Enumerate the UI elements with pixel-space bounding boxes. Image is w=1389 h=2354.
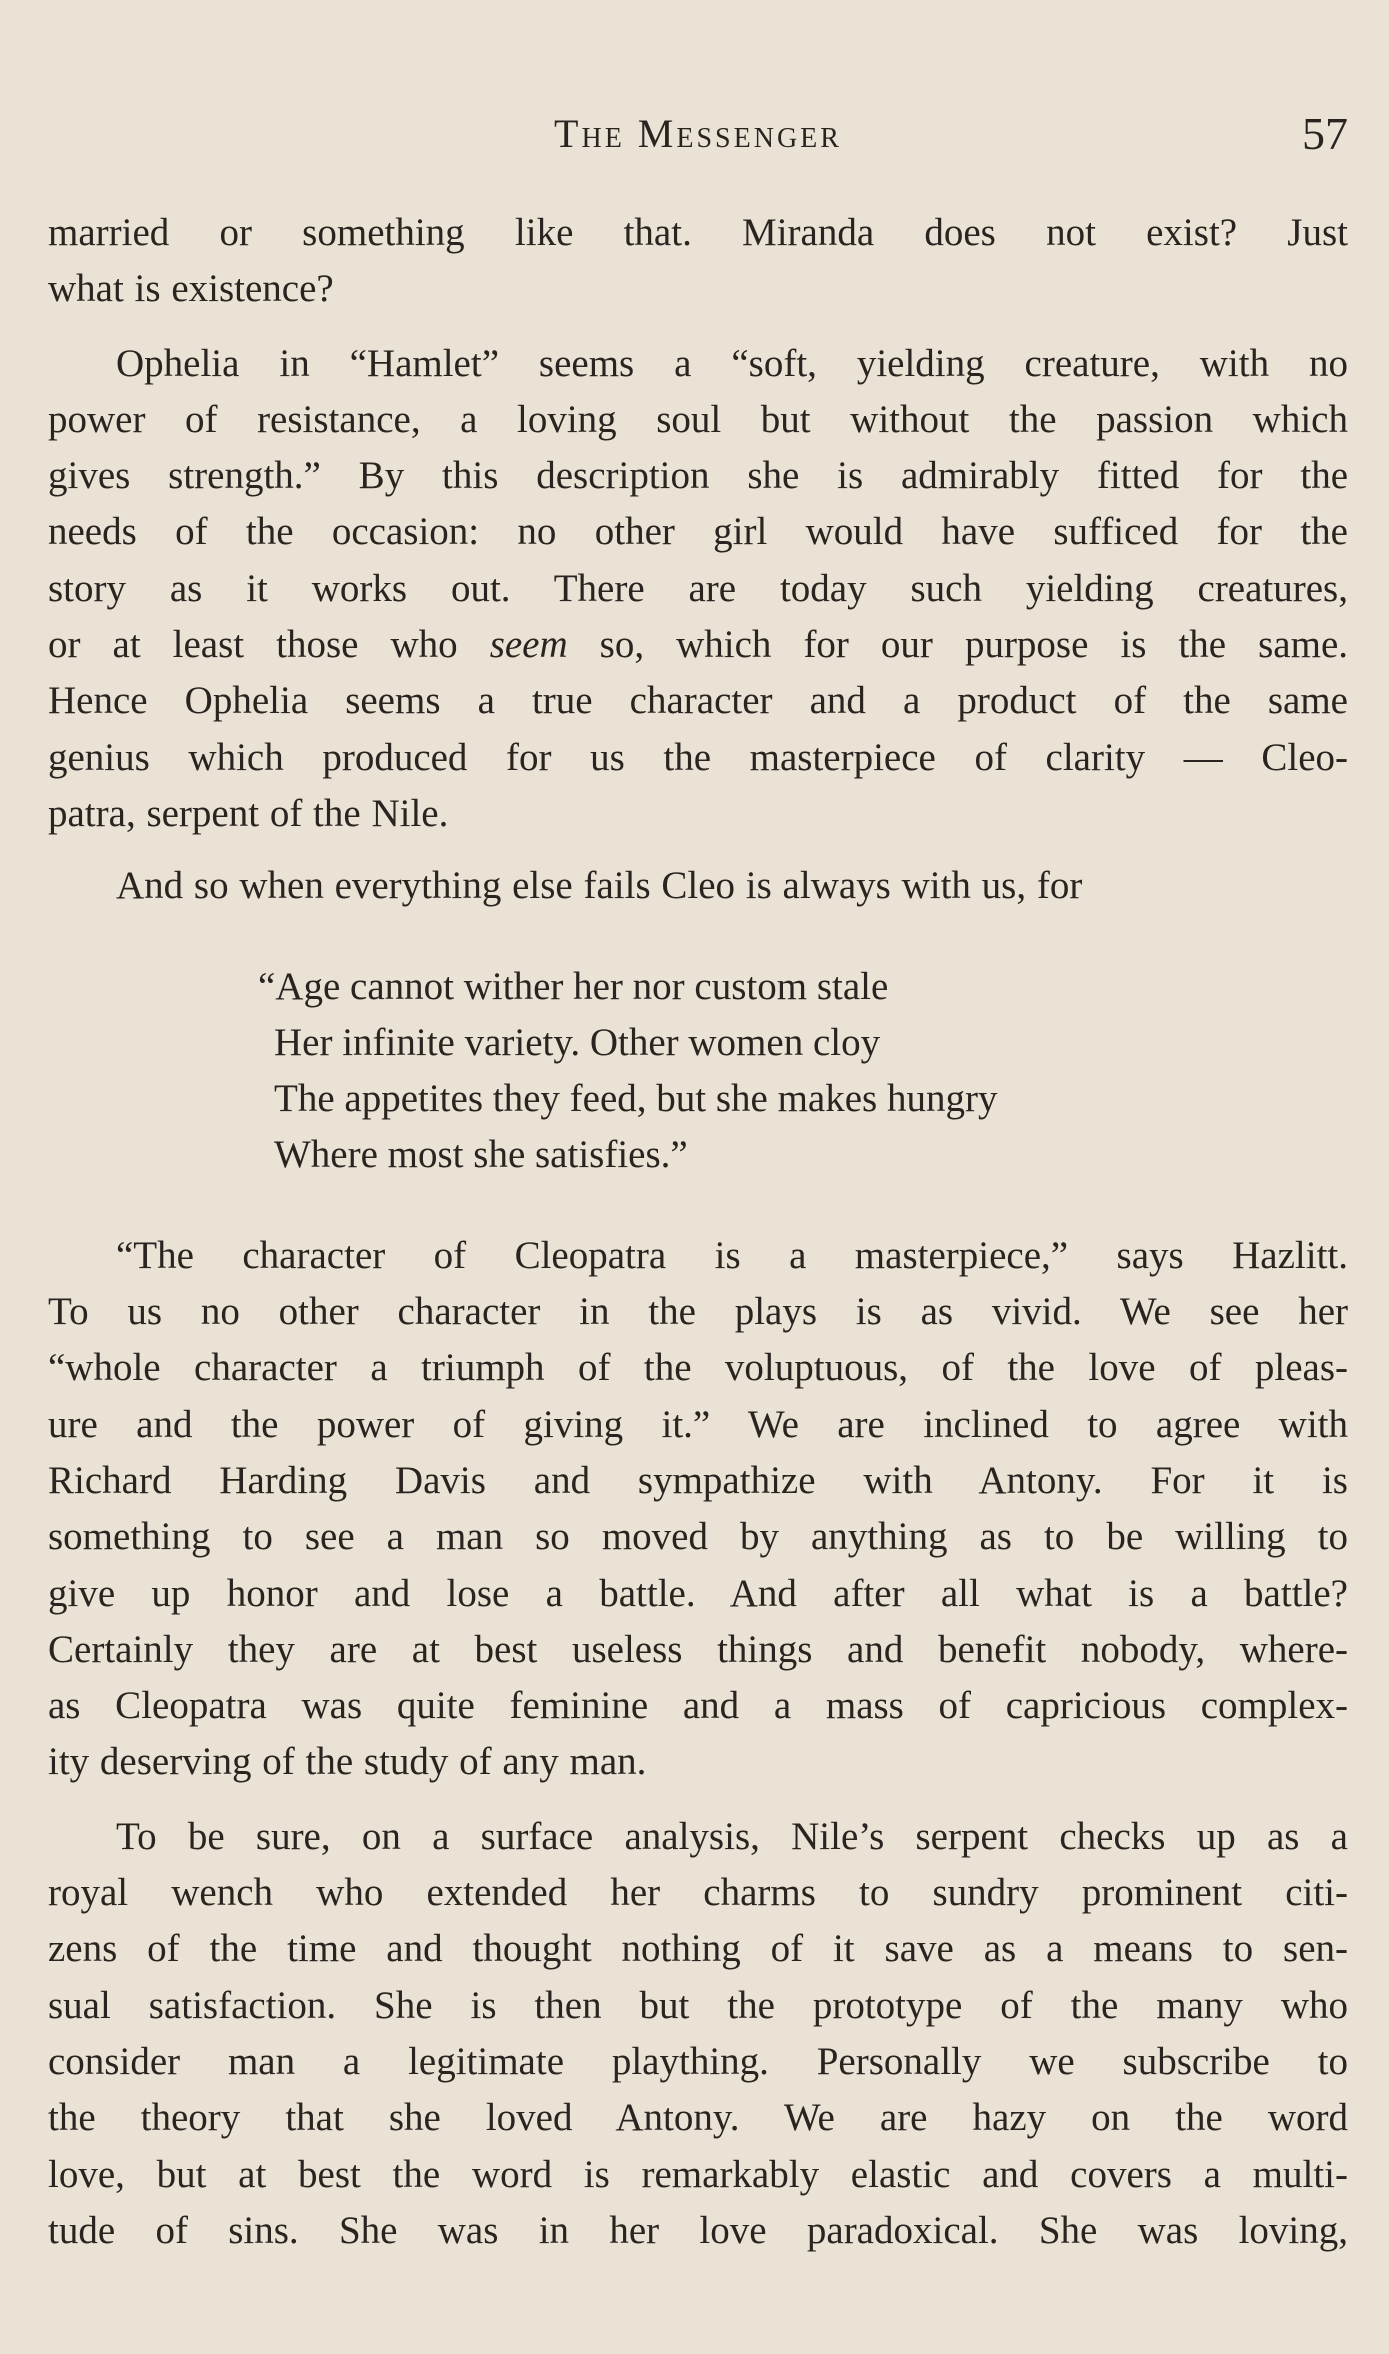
text-line: something to see a man so moved by anything as to be willing to — [48, 1515, 1348, 1559]
text-line: Certainly they are at best useless things and benefit nobody, where- — [48, 1627, 1348, 1671]
text-line: married or something like that. Miranda does not exist? Just — [48, 211, 1348, 254]
text-line: “whole character a triumph of the voluptuous, of the love of pleas- — [48, 1346, 1348, 1390]
verse-line: The appetites they feed, but she makes hungry — [274, 1077, 998, 1121]
italic-word: seem — [489, 623, 568, 667]
text-line: To us no other character in the plays is as vivid. We see her — [48, 1290, 1348, 1334]
text-line: genius which produced for us the masterpiece of clarity — Cleo- — [48, 735, 1348, 779]
text-line — [48, 617, 1348, 673]
text-line: the theory that she loved Antony. We are hazy on the word — [48, 2096, 1348, 2140]
verse-line: Where most she satisfies.” — [274, 1133, 688, 1177]
text-line: love, but at best the word is remarkably elastic and covers a multi- — [48, 2152, 1348, 2196]
text-line: tude of sins. She was in her love paradoxical. She was loving, — [48, 2208, 1348, 2252]
text-line: as Cleopatra was quite feminine and a mass of capricious complex- — [48, 1684, 1348, 1728]
page-body — [48, 205, 1348, 2259]
text-line: “The character of Cleopatra is a masterpiece,” says Hazlitt. — [116, 1233, 1348, 1277]
text-segment: or at least those who — [48, 623, 490, 667]
text-line: To be sure, on a surface analysis, Nile’s serpent checks up as a — [116, 1814, 1348, 1858]
page-number: 57 — [1302, 108, 1348, 159]
text-segment: so, which for our purpose is the same. — [567, 623, 1349, 667]
text-line: sual satisfaction. She is then but the prototype of the many who — [48, 1983, 1348, 2027]
running-title: The Messenger — [554, 111, 842, 156]
paragraph-surface-analysis — [48, 1809, 1348, 2259]
text-line: needs of the occasion: no other girl would have sufficed for the — [48, 510, 1348, 554]
verse-line: Her infinite variety. Other women cloy — [274, 1020, 881, 1064]
verse-quotation — [48, 959, 1348, 1184]
verse-line: “Age cannot wither her nor custom stale — [258, 964, 889, 1008]
text-line: ure and the power of giving it.” We are inclined to agree with — [48, 1402, 1348, 1446]
text-line: gives strength.” By this description she is admirably fitted for the — [48, 454, 1348, 498]
text-line: patra, serpent of the Nile. — [48, 791, 449, 835]
text-line: power of resistance, a loving soul but without the passion which — [48, 397, 1348, 441]
text-line: Ophelia in “Hamlet” seems a “soft, yielding creature, with no — [116, 341, 1348, 385]
paragraph-cleo — [48, 858, 1348, 914]
page-header — [48, 104, 1348, 164]
paragraph-hazlitt — [48, 1228, 1348, 1791]
text-line: consider man a legitimate plaything. Personally we subscribe to — [48, 2039, 1348, 2083]
text-line: story as it works out. There are today such yielding creatures, — [48, 566, 1348, 610]
text-line: what is existence? — [48, 267, 334, 311]
paragraph-ophelia — [48, 336, 1348, 843]
text-line: ity deserving of the study of any man. — [48, 1740, 647, 1784]
paragraph-continuation — [48, 205, 1348, 318]
text-line: Hence Ophelia seems a true character and a product of the same — [48, 679, 1348, 723]
text-line: And so when everything else fails Cleo is always with us, for — [116, 864, 1083, 908]
text-line: Richard Harding Davis and sympathize with Antony. For it is — [48, 1458, 1348, 1502]
text-line: royal wench who extended her charms to sundry prominent citi- — [48, 1871, 1348, 1915]
text-line: zens of the time and thought nothing of it save as a means to sen- — [48, 1927, 1348, 1971]
text-line: give up honor and lose a battle. And after all what is a battle? — [48, 1571, 1348, 1615]
